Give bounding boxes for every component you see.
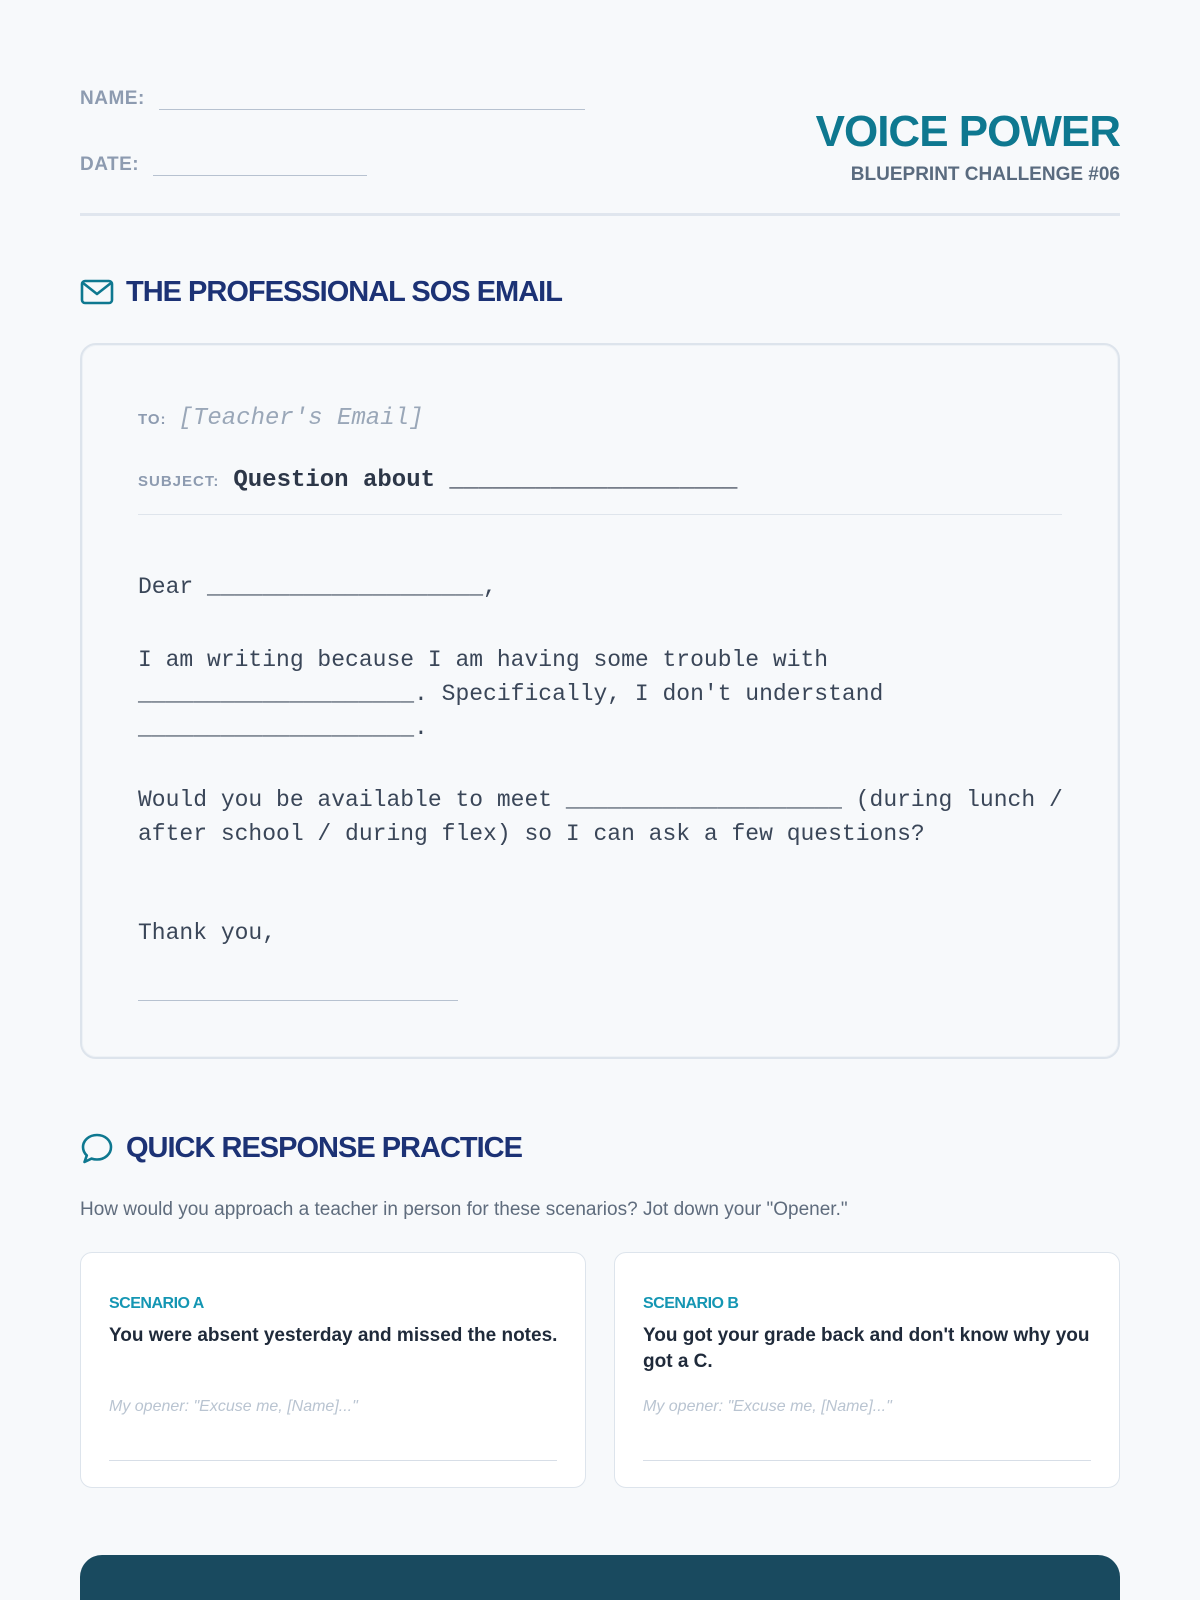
email-divider	[138, 514, 1062, 515]
date-line[interactable]	[153, 154, 367, 176]
envelope-icon	[80, 275, 114, 309]
worksheet-header	[80, 0, 1120, 216]
email-card	[80, 343, 1120, 1059]
opener-line[interactable]	[109, 1460, 557, 1461]
name-field	[80, 88, 585, 110]
date-label: DATE:	[80, 154, 140, 175]
email-paragraph-2[interactable]: Would you be available to meet ____________________ (during lunch / after school / during flex) so I can ask a few questions?	[138, 787, 1077, 847]
opener-placeholder[interactable]: My opener: "Excuse me, [Name]..."	[109, 1398, 358, 1415]
speech-bubble-icon	[80, 1131, 114, 1165]
email-closing: Thank you,	[138, 920, 277, 946]
name-line[interactable]	[159, 88, 585, 110]
scenario-card-a	[80, 1252, 586, 1488]
email-paragraph-1[interactable]: I am writing because I am having some trouble with ____________________. Specifically, I don't understand ____________________.	[138, 647, 898, 741]
email-to-row	[138, 405, 423, 432]
scenario-tag: SCENARIO B	[643, 1295, 739, 1312]
signature-line[interactable]	[138, 1000, 458, 1001]
footer-banner	[80, 1555, 1120, 1600]
scenario-tag: SCENARIO A	[109, 1295, 204, 1312]
email-to-label: TO:	[138, 411, 167, 428]
email-subject-label: SUBJECT:	[138, 473, 220, 490]
email-section-heading	[80, 275, 562, 309]
brand-title: VOICE POWER	[815, 107, 1120, 156]
quick-intro: How would you approach a teacher in person for these scenarios? Jot down your "Opener."	[80, 1199, 848, 1220]
email-subject-row	[138, 467, 737, 494]
opener-line[interactable]	[643, 1460, 1091, 1461]
opener-placeholder[interactable]: My opener: "Excuse me, [Name]..."	[643, 1398, 892, 1415]
brand-subtitle: BLUEPRINT CHALLENGE #06	[850, 164, 1120, 185]
email-to-value[interactable]: [Teacher's Email]	[178, 405, 424, 432]
email-greeting[interactable]: Dear ____________________,	[138, 574, 497, 600]
name-label: NAME:	[80, 88, 145, 109]
quick-section-heading	[80, 1131, 522, 1165]
quick-section-title: QUICK RESPONSE PRACTICE	[126, 1131, 522, 1164]
email-section-title: THE PROFESSIONAL SOS EMAIL	[126, 275, 562, 308]
scenario-text: You were absent yesterday and missed the notes.	[109, 1325, 558, 1346]
email-subject-value[interactable]: Question about ____________________	[233, 467, 738, 494]
brand-block	[816, 108, 1120, 186]
scenario-card-b	[614, 1252, 1120, 1488]
scenario-text: You got your grade back and don't know why you got a C.	[643, 1325, 1090, 1372]
date-field	[80, 154, 367, 176]
